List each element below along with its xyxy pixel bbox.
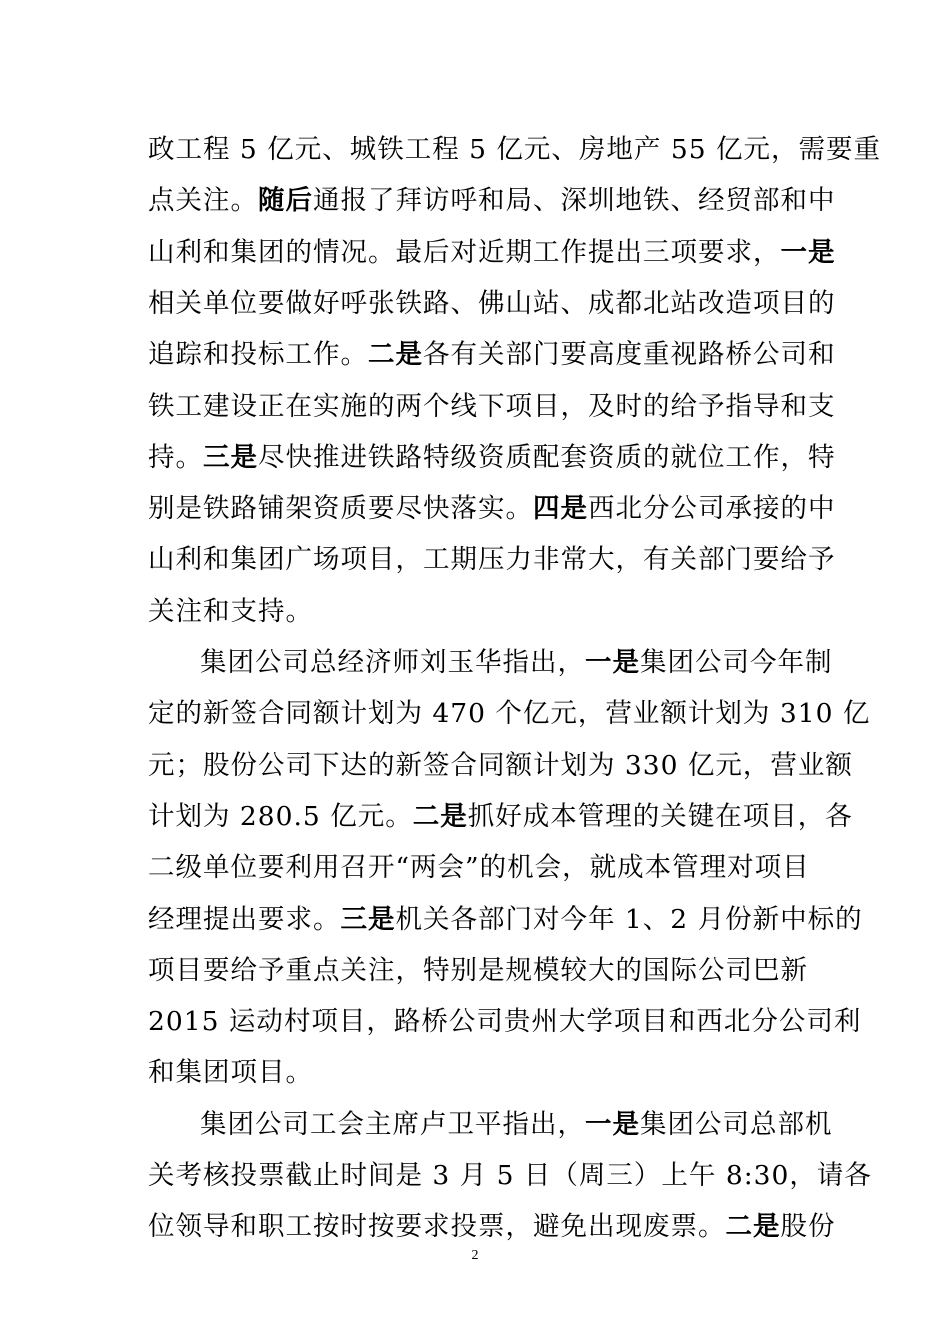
text-line (148, 181, 836, 221)
text-line (148, 438, 836, 478)
text-line (200, 1105, 833, 1145)
text-line (148, 1156, 872, 1196)
page-number: 2 (471, 1248, 479, 1263)
text-run: 集团公司工会主席卢卫平指出， (200, 1108, 585, 1140)
text-line (148, 387, 836, 427)
text-run: 集团公司总经济师刘玉华指出， (200, 647, 585, 678)
text-run: 位领导和职工按时按要求投票，避免出现废票。 (148, 1211, 726, 1243)
text-run: 2015 运动村项目，路桥公司贵州大学项目和西北分公司利 (148, 1006, 862, 1038)
text-line (148, 848, 810, 888)
text-run: 计划为 280.5 亿元。 (148, 800, 413, 832)
bold-emphasis: 随后 (258, 185, 313, 217)
text-line (148, 540, 836, 580)
bold-emphasis: 二是 (725, 1211, 781, 1243)
text-line (148, 1053, 798, 1093)
text-line (148, 797, 853, 837)
bold-emphasis: 二是 (368, 339, 423, 371)
bold-emphasis: 二是 (412, 800, 468, 832)
text-line (148, 900, 863, 940)
text-run: 股份 (780, 1211, 836, 1243)
text-run: 追踪和投标工作。 (148, 339, 368, 371)
text-run: 机关各部门对今年 1、2 月份新中标的 (395, 903, 863, 935)
text-run: 山利和集团广场项目，工期压力非常大，有关部门要给予 (148, 544, 836, 576)
text-run: 集团公司总部机 (640, 1108, 833, 1140)
bold-emphasis: 三是 (203, 441, 258, 473)
bold-emphasis: 三是 (340, 903, 396, 935)
text-run: 经理提出要求。 (148, 903, 341, 935)
text-line (148, 1207, 836, 1247)
text-run: 通报了拜访呼和局、深圳地铁、经贸部和中 (313, 185, 836, 217)
text-line (148, 746, 853, 786)
text-run: 抓好成本管理的关键在项目，各 (467, 800, 853, 832)
bold-emphasis: 一是 (585, 647, 640, 678)
text-run: 关注和支持。 (148, 595, 313, 627)
text-run: 铁工建设正在实施的两个线下项目，及时的给予指导和支 (148, 390, 836, 422)
text-run: 点关注。 (148, 185, 258, 217)
text-run: 别是铁路铺架资质要尽快落实。 (148, 493, 533, 525)
text-line (148, 130, 881, 170)
text-run: 定的新签合同额计划为 470 个亿元，营业额计划为 310 亿 (148, 698, 871, 730)
text-line (148, 233, 836, 273)
text-run: 各有关部门要高度重视路桥公司和 (423, 339, 836, 371)
text-run: 政工程 5 亿元、城铁工程 5 亿元、房地产 55 亿元，需要重 (148, 134, 881, 165)
bold-emphasis: 一是 (585, 1108, 640, 1140)
text-run: 元；股份公司下达的新签合同额计划为 330 亿元，营业额 (148, 749, 853, 781)
text-run: 西北分公司承接的中 (588, 493, 836, 525)
text-line (148, 1002, 862, 1042)
text-run: 集团公司今年制 (640, 647, 833, 678)
text-run: 和集团项目。 (148, 1057, 313, 1089)
text-run: 持。 (148, 441, 203, 473)
text-line (148, 592, 798, 632)
bold-emphasis: 四是 (533, 493, 588, 525)
text-line (148, 335, 836, 375)
bold-emphasis: 一是 (780, 236, 836, 268)
text-line (148, 951, 808, 991)
text-line (148, 694, 871, 734)
text-line (200, 643, 833, 683)
text-line (148, 284, 836, 324)
text-run: 山利和集团的情况。最后对近期工作提出三项要求， (148, 236, 781, 268)
text-run: 相关单位要做好呼张铁路、佛山站、成都北站改造项目的 (148, 287, 836, 319)
text-run: 二级单位要利用召开“两会”的机会，就成本管理对项目 (148, 852, 810, 884)
text-run: 关考核投票截止时间是 3 月 5 日（周三）上午 8:30，请各 (148, 1160, 872, 1191)
text-run: 项目要给予重点关注，特别是规模较大的国际公司巴新 (148, 954, 808, 986)
text-line (148, 489, 836, 529)
text-run: 尽快推进铁路特级资质配套资质的就位工作，特 (258, 441, 836, 473)
